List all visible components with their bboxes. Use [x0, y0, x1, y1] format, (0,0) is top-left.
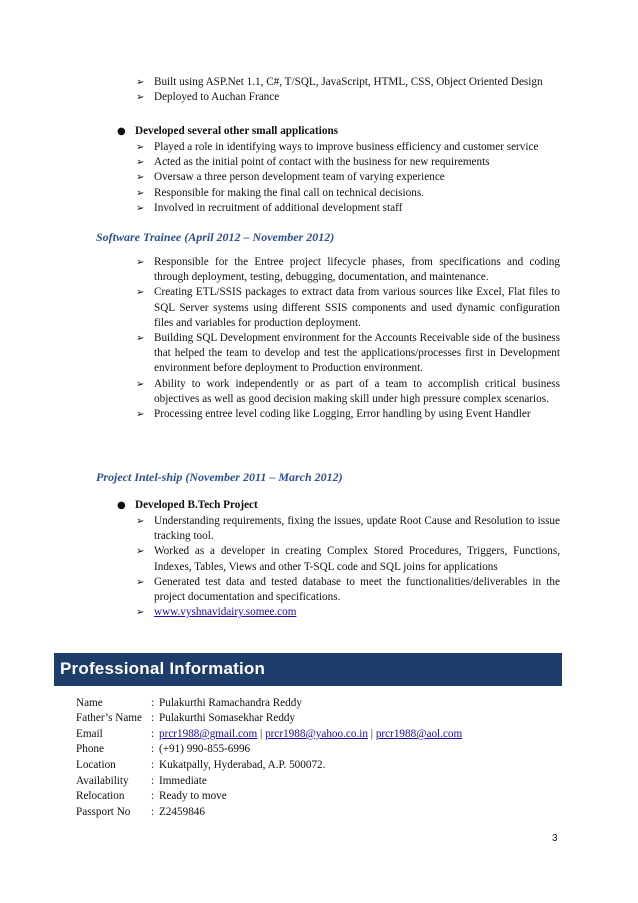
arrow-bullet-icon: ➢ — [136, 576, 145, 588]
list-item: ➢ Generated test data and tested database to meet the functionalities/deliverables in the project documentation and specifications. — [136, 575, 560, 604]
list-item: ➢ Understanding requirements, fixing the issues, update Root Cause and Resolution to issue tracking tool. — [136, 515, 560, 543]
arrow-bullet-icon: ➢ — [136, 546, 145, 558]
top-section — [136, 75, 560, 105]
arrow-bullet-icon: ➢ — [136, 157, 145, 169]
bullet-heading: ● Developed B.Tech Project — [115, 498, 575, 513]
info-row-passport: Passport No : Z2459846 — [76, 806, 205, 818]
internship-items — [136, 514, 560, 620]
arrow-bullet-icon: ➢ — [136, 92, 145, 104]
arrow-bullet-icon: ➢ — [136, 77, 145, 88]
info-row-father-name: Father’s Name : Pulakurthi Somasekhar Reddy — [76, 712, 296, 724]
list-item: ➢ Played a role in identifying ways to improve business efficiency and customer service — [136, 140, 560, 155]
section-heading: Professional Information — [60, 659, 266, 678]
section-banner — [54, 653, 562, 686]
list-item: ➢ Built using ASP.Net 1.1, C#, T/SQL, JavaScript, HTML, CSS, Object Oriented Design — [136, 75, 560, 90]
email-link[interactable]: prcr1988@gmail.com — [159, 728, 258, 740]
info-row-phone: Phone : (+91) 990-855-6996 — [76, 743, 251, 755]
arrow-bullet-icon: ➢ — [136, 607, 145, 619]
role-title-internship: Project Intel-ship (November 2011 – March 2012) — [96, 470, 343, 484]
info-row-availability: Availability : Immediate — [76, 775, 207, 787]
project-link[interactable]: www.vyshnavidairy.somee.com — [154, 606, 297, 619]
list-item — [136, 605, 560, 620]
info-row-name: Name : Pulakurthi Ramachandra Reddy — [76, 697, 302, 709]
list-item: ➢ Deployed to Auchan France — [136, 90, 560, 105]
arrow-bullet-icon: ➢ — [136, 257, 145, 268]
arrow-bullet-icon: ➢ — [136, 202, 145, 214]
list-item: ➢ Responsible for making the final call on technical decisions. — [136, 186, 560, 201]
page-number: 3 — [552, 833, 558, 844]
arrow-bullet-icon: ➢ — [136, 409, 145, 421]
list-item: ➢ Oversaw a three person development team of varying experience — [136, 170, 560, 185]
list-item: ➢ Involved in recruitment of additional development staff — [136, 201, 560, 216]
arrow-bullet-icon: ➢ — [136, 187, 145, 199]
arrow-bullet-icon: ➢ — [136, 172, 145, 184]
list-item: ➢ Responsible for the Entree project lifecycle phases, from specifications and coding through deployment, testing, debugging, documentation, and maintenance. — [136, 256, 560, 284]
arrow-bullet-icon: ➢ — [136, 287, 145, 299]
bullet-icon: ● — [117, 126, 126, 137]
role-title-trainee: Software Trainee (April 2012 – November 2012) — [96, 230, 335, 244]
trainee-items — [136, 255, 560, 422]
bullet-icon: ● — [117, 500, 126, 511]
info-row-relocation: Relocation : Ready to move — [76, 790, 227, 802]
arrow-bullet-icon: ➢ — [136, 142, 145, 153]
list-item: ➢ Processing entree level coding like Logging, Error handling by using Event Handler — [136, 407, 560, 422]
arrow-bullet-icon: ➢ — [136, 333, 145, 345]
list-item: ➢ Building SQL Development environment for the Accounts Receivable side of the business that helped the team to develop and test the applications/processes first in Development environment before deployment to Production environment. — [136, 332, 560, 375]
arrow-bullet-icon: ➢ — [136, 378, 145, 390]
email-link[interactable]: prcr1988@yahoo.co.in — [265, 728, 368, 740]
bullet-heading: ● Developed several other small applications — [115, 124, 575, 139]
list-item: ➢ Worked as a developer in creating Complex Stored Procedures, Triggers, Functions, Indexes, Tables, Views and other T-SQL code and SQL joins for applications — [136, 545, 560, 573]
list-item: ➢ Ability to work independently or as part of a team to accomplish critical business objectives as well as good decision making skill under high pressure complex scenarios. — [136, 377, 560, 405]
email-link[interactable]: prcr1988@aol.com — [375, 728, 463, 740]
sub-items — [136, 140, 560, 216]
info-row-email: Email : prcr1988@gmail.com | prcr1988@yahoo.co.in | prcr1988@aol.com — [76, 728, 463, 740]
list-item: ➢ Creating ETL/SSIS packages to extract data from various sources like Excel, Flat files to SQL Server systems using different SSIS components and used dynamic configuration files and variables for production deployment. — [136, 286, 560, 329]
info-row-location: Location : Kukatpally, Hyderabad, A.P. 500072. — [76, 759, 326, 771]
list-item: ➢ Acted as the initial point of contact with the business for new requirements — [136, 155, 560, 170]
arrow-bullet-icon: ➢ — [136, 516, 145, 527]
